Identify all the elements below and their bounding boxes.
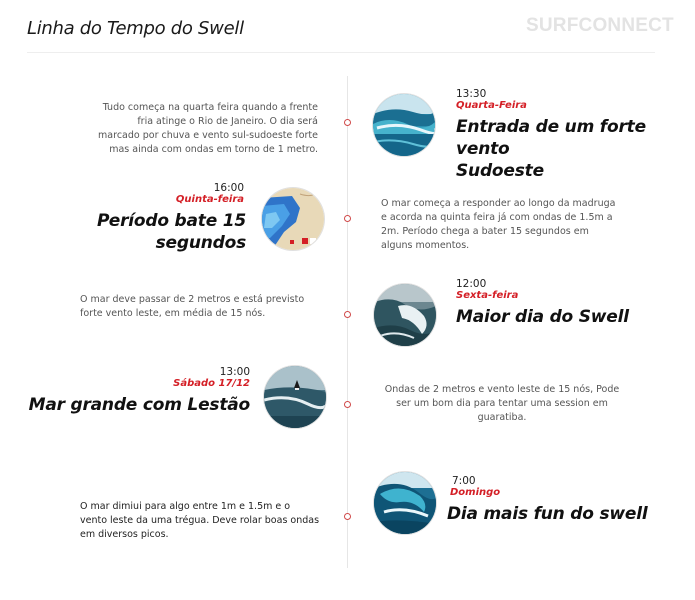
event-headline: Dia mais fun do swell: [447, 504, 648, 524]
swell-forecast-map-icon[interactable]: [262, 188, 324, 250]
event-headline-line: Sudoeste: [456, 161, 544, 181]
wave-barrel-photo-icon[interactable]: [373, 94, 435, 156]
event-day: Domingo: [450, 487, 501, 498]
event-description: Ondas de 2 metros e vento leste de 15 nós, Pode ser um bom dia para tentar uma session em guaratiba.: [384, 384, 620, 423]
event-day: Quarta-Feira: [456, 100, 527, 111]
timeline-dot: [344, 119, 351, 126]
timeline-dot: [344, 513, 351, 520]
event-time: 13:00: [219, 366, 250, 378]
event-day: Sexta-feira: [456, 290, 519, 301]
header-divider: [27, 52, 655, 53]
event-description: O mar começa a responder ao longo da madruga e acorda na quinta feira já com ondas de 1.5m a 2m. Período chega a bater 15 segundos em alguns momentos.: [381, 198, 616, 251]
event-headline: Período bate 15 segundos: [96, 211, 246, 253]
event-day: Quinta-feira: [175, 194, 244, 205]
timeline-dot: [344, 311, 351, 318]
brand-logo[interactable]: SURFCONNECT: [526, 15, 674, 36]
event-description: O mar deve passar de 2 metros e está previsto forte vento leste, em média de 15 nós.: [80, 294, 305, 319]
page-title: Linha do Tempo do Swell: [27, 18, 244, 39]
event-headline: Maior dia do Swell: [456, 307, 629, 327]
event-time: 13:30: [456, 88, 487, 100]
event-time: 7:00: [452, 475, 476, 487]
timeline-dot: [344, 215, 351, 222]
timeline-dot: [344, 401, 351, 408]
event-day: Sábado 17/12: [173, 378, 250, 389]
big-wave-photo-icon[interactable]: [374, 284, 436, 346]
timeline-line: [347, 76, 348, 568]
event-headline-line: Entrada de um forte vento: [456, 117, 646, 159]
wave-lip-photo-icon[interactable]: [374, 472, 436, 534]
event-description: Tudo começa na quarta feira quando a frente fria atinge o Rio de Janeiro. O dia será marcado por chuva e vento sul-sudoeste forte mas ainda com ondas em torno de 1 metro.: [98, 102, 318, 155]
event-description: O mar dimiui para algo entre 1m e 1.5m e o vento leste da uma trégua. Deve rolar boas ondas em diversos picos.: [80, 501, 320, 540]
event-headline: [456, 116, 691, 182]
event-headline: Mar grande com Lestão: [28, 395, 250, 415]
event-time: 12:00: [456, 278, 487, 290]
surfer-wave-photo-icon[interactable]: [264, 366, 326, 428]
event-time: 16:00: [213, 182, 244, 194]
